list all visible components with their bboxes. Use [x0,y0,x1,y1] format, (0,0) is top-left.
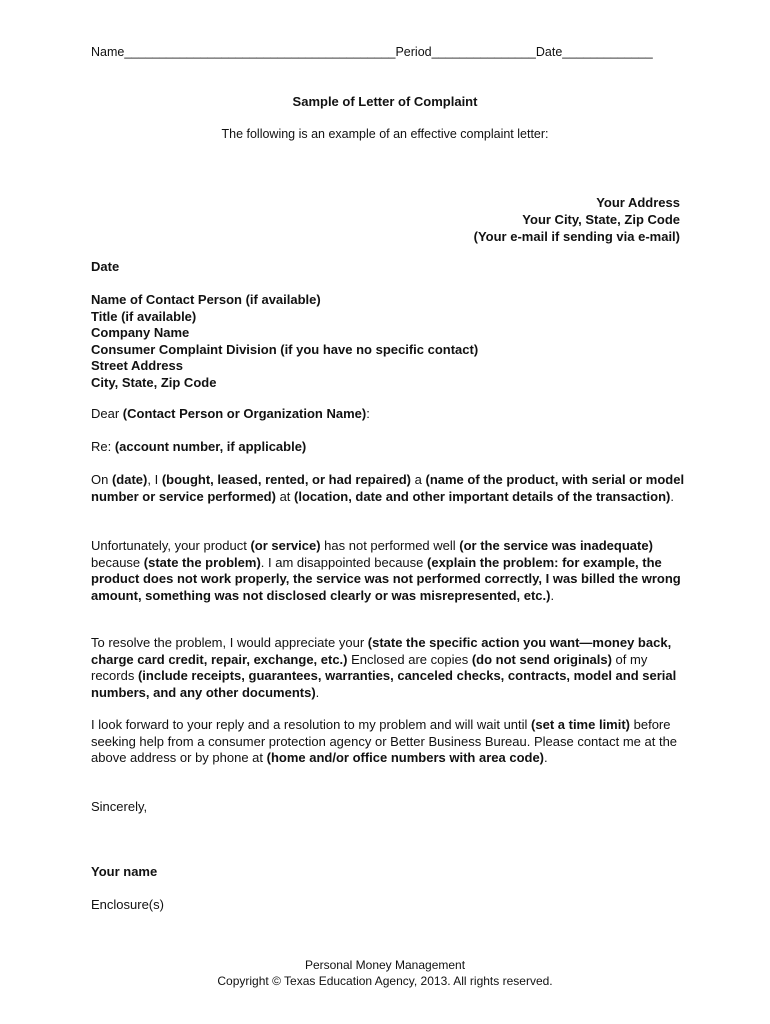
date-blank: _____________ [562,45,653,59]
name-blank: _______________________________________ [124,45,396,59]
paragraph-problem [91,538,691,604]
p1-text: , I [147,472,162,487]
p3-text: . [315,684,320,700]
intro-text: The following is an example of an effective complaint letter: [221,127,549,141]
p4-text: before seeking help from a consumer protection agency or Better Business Bureau. Please contact me at the above address or by phone at [91,717,678,765]
page-footer [0,957,770,989]
p2-placeholder-examples: product does not work properly, the service was not performed correctly, I was billed the wrong amount, something was not disclosed clearly or was misrepresented, etc.) [91,571,681,603]
p4-placeholder-time: (set a time limit) [531,717,631,732]
signature-name: Your name [91,864,158,879]
recipient-contact: Name of Contact Person (if available) [91,292,321,307]
date-line: Date [91,259,120,274]
p2-text: . [550,587,555,603]
p1-placeholder-location: (location, date and other important details of the transaction) [294,488,671,504]
period-blank: _______________ [431,45,536,59]
salutation-colon: : [366,406,370,421]
sender-address: Your Address [596,195,680,210]
p2-text: because [91,554,144,570]
p2-placeholder-explain: (explain the problem: for example, the [427,554,662,570]
p2-text: has not performed well [320,538,460,553]
recipient-division: Consumer Complaint Division (if you have no specific contact) [91,341,479,357]
p3-placeholder-action: (state the specific action you want—money back, charge card credit, repair, exchange, etc.) [91,635,672,667]
p2-placeholder-inadequate: (or the service was inadequate) [459,538,653,553]
p3-placeholder-originals: (do not send originals) [471,651,612,667]
p3-text: To resolve the problem, I would appreciate your [91,635,368,650]
recipient-company: Company Name [91,325,190,340]
student-info-line [91,45,653,59]
p3-text: Enclosed are copies [347,651,472,667]
p3-placeholder-records: (include receipts, guarantees, warranties, canceled checks, contracts, model and serial numbers, and any other documents) [91,668,677,700]
p4-text: . [544,750,548,765]
p2-placeholder-service: (or service) [250,538,321,553]
salutation-text: Dear [91,406,123,421]
footer-copyright: Copyright © Texas Education Agency, 2013. All rights reserved. [217,974,553,988]
sender-address-block [474,194,680,245]
paragraph-followup [91,717,691,767]
enclosure-line: Enclosure(s) [91,897,164,912]
p1-placeholder-action: (bought, leased, rented, or had repaired) [161,472,412,487]
p2-placeholder-problem: (state the problem) [143,554,261,570]
p2-text: . I am disappointed because [260,554,428,570]
closing: Sincerely, [91,799,148,814]
paragraph-purchase [91,472,691,505]
reference-line [91,439,691,456]
name-label: Name [91,45,125,59]
footer-course: Personal Money Management [304,958,466,972]
recipient-title: Title (if available) [91,308,197,324]
date-label: Date [535,45,563,59]
p4-placeholder-phone: (home and/or office numbers with area code) [266,750,545,765]
recipient-street: Street Address [91,358,183,373]
re-label: Re: [91,439,115,454]
sender-email: (Your e-mail if sending via e-mail) [473,229,680,244]
period-label: Period [395,45,432,59]
salutation [91,406,691,423]
p1-placeholder-date: (date) [111,472,148,487]
p1-placeholder-product: (name of the product, with serial or model number or service performed) [91,472,685,504]
p1-text: On [91,472,112,487]
p2-text: Unfortunately, your product [91,538,251,553]
recipient-block [91,292,691,391]
salutation-placeholder: (Contact Person or Organization Name) [122,406,367,421]
document-title: Sample of Letter of Complaint [292,94,478,109]
p1-text: a [411,472,426,487]
p4-text: I look forward to your reply and a resolution to my problem and will wait until [91,717,532,732]
p1-text: . [670,488,674,504]
sender-city: Your City, State, Zip Code [522,212,680,227]
re-placeholder: (account number, if applicable) [114,439,307,454]
paragraph-resolution [91,635,691,701]
recipient-city: City, State, Zip Code [91,374,217,390]
p1-text: at [275,488,295,504]
p3-text: of my records [91,651,648,683]
